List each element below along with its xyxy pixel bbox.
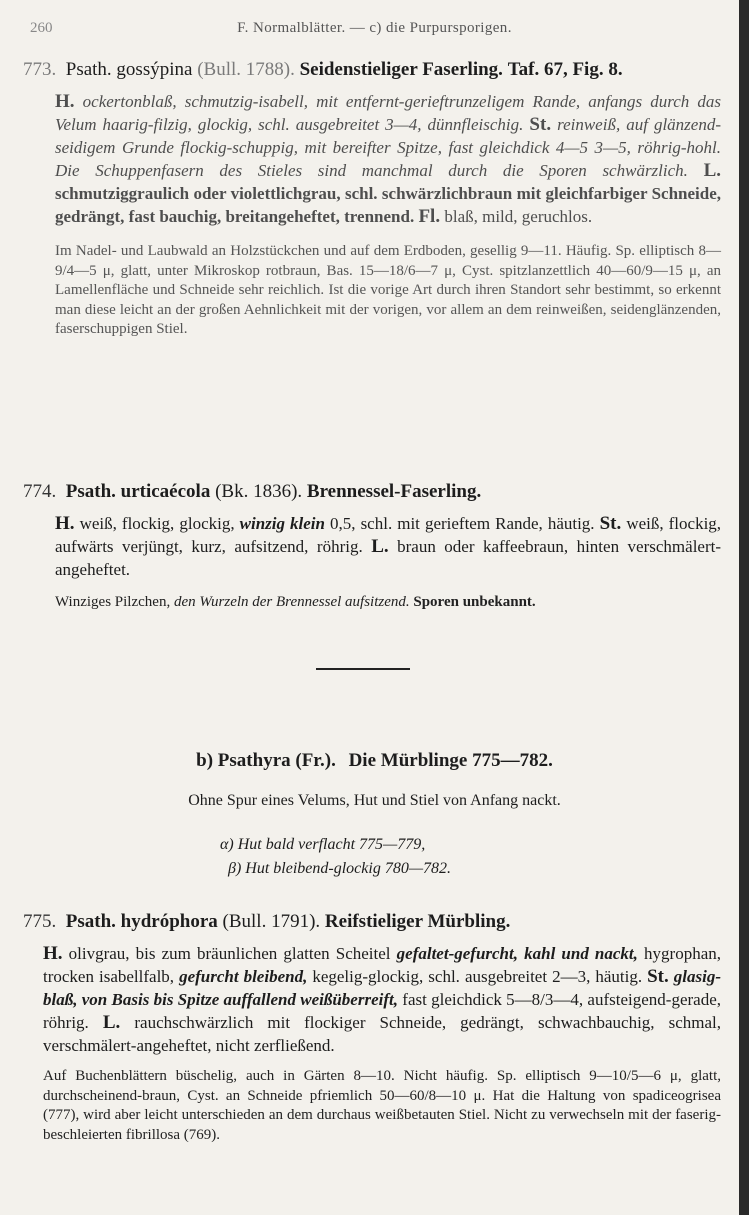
entry-775 xyxy=(23,910,722,1145)
section-divider xyxy=(316,668,410,670)
hut-emphasis: gefaltet-gefurcht, kahl und nackt, xyxy=(396,944,638,963)
fleisch-description: blaß, mild, geruchlos. xyxy=(444,207,593,226)
species-name: Psath. urticaécola xyxy=(65,481,211,502)
hut-description-cont: kegelig-glockig, schl. ausgebreitet 2—3, häutig. xyxy=(312,967,643,986)
hut-description: ockertonblaß, schmutzig-isabell, mit entfernt-gerieftrunzeligem Rande, anfangs durch das Velum haarig-filzig, glockig, schl. ausgebreitet 3—4, dünnfleischig. xyxy=(55,92,721,134)
entry-775-description xyxy=(43,942,721,1057)
label-stiel: St. xyxy=(599,513,622,534)
note-spores: Sporen unbekannt. xyxy=(413,594,536,610)
entry-number: 774. xyxy=(23,481,57,502)
hut-emphasis: winzig klein xyxy=(239,514,325,533)
label-hut: H. xyxy=(55,513,75,534)
entry-774-description xyxy=(55,512,721,581)
stiel-emphasis: glasig-blaß, von Basis bis Spitze auffallend weißüberreift, xyxy=(43,967,722,1009)
running-head: F. Normalblätter. — c) die Purpursporigen. xyxy=(237,20,512,36)
entry-773-note: Im Nadel- und Laubwald an Holzstückchen und auf dem Erdboden, gesellig 9—11. Häufig. Sp. elliptisch 8—9/4—5 μ, glatt, unter Mikroskop rotbraun, Bas. 15—18/6—7 μ, Cyst. spitzlanzettlich 40—60/9—15 μ, an Lamellenfläche und Schneide sehr reichlich. Ist die vorige Art durch ihren Standort sehr bestimmt, so erkennt man diese leicht an der großen Aehnlichkeit mit der vorigen, vor allem an dem reinweißen, seidenglänzenden, faserschuppigen Stiel. xyxy=(55,243,721,337)
section-b-heading xyxy=(0,750,749,772)
common-name: Brennessel-Faserling. xyxy=(306,481,482,502)
entry-773 xyxy=(23,58,722,340)
entry-775-title xyxy=(23,910,721,934)
label-stiel: St. xyxy=(647,966,669,987)
hut-description: olivgrau, bis zum bräunlichen glatten Scheitel xyxy=(68,944,391,963)
entry-774-note xyxy=(55,593,721,613)
hut-emphasis-2: gefurcht bleibend, xyxy=(179,967,308,986)
stiel-description: reinweiß, auf glänzend-seidigem Grunde flockig-schuppig, mit bereifter Spitze, fast gleichdick 4—5 3—5, röhrig-hohl. Die Schuppenfasern des Stieles sind manchmal durch die Sporen schwärzlich. xyxy=(55,115,721,180)
section-b-subtitle: Ohne Spur eines Velums, Hut und Stiel von Anfang nackt. xyxy=(188,792,561,809)
key-alpha: α) Hut bald verflacht 775—779, xyxy=(220,836,426,853)
page-header xyxy=(30,20,719,44)
section-title: b) Psathyra (Fr.). xyxy=(196,750,336,771)
entry-774 xyxy=(23,480,722,613)
species-author: (Bull. 1791). xyxy=(222,911,321,932)
species-name: Psath. gossýpina xyxy=(65,59,193,80)
entry-773-title xyxy=(23,58,721,82)
species-author: (Bk. 1836). xyxy=(215,481,303,502)
label-fleisch: Fl. xyxy=(418,206,441,227)
note-text: Winziges Pilzchen, xyxy=(55,594,171,610)
page-number: 260 xyxy=(30,20,53,36)
hut-description-mid: hygrophan, trocken isabellfalb, xyxy=(43,944,722,986)
label-lamellen: L. xyxy=(102,1012,121,1033)
plate-reference: Taf. 67, Fig. 8. xyxy=(507,59,623,80)
stiel-description: fast gleichdick 5—8/3—4, aufsteigend-gerade, röhrig. xyxy=(43,990,722,1032)
entry-number: 775. xyxy=(23,911,57,932)
lamellen-description: schmutziggraulich oder violettlichgrau, schl. schwärzlichbraun mit gleichfarbiger Schneide, gedrängt, fast bauchig, breitangeheftet, trennend. xyxy=(55,184,721,226)
entry-number: 773. xyxy=(23,59,57,80)
label-hut: H. xyxy=(55,91,75,112)
scan-edge xyxy=(739,0,749,1215)
key-beta: β) Hut bleibend-glockig 780—782. xyxy=(228,860,452,877)
entry-775-note: Auf Buchenblättern büschelig, auch in Gärten 8—10. Nicht häufig. Sp. elliptisch 9—10/5—6 μ, glatt, durchscheinend-braun, Cyst. an Schneide pfriemlich 50—60/8—10 μ. Hat die Haltung von spadiceogrisea (777), wird aber leicht unterschieden an dem durchaus weißbetauten Stiel. Nicht zu verwechseln mit der faserig-beschleierten fibrillosa (769). xyxy=(43,1068,721,1143)
label-lamellen: L. xyxy=(703,160,722,181)
label-hut: H. xyxy=(43,943,63,964)
hut-description-cont: 0,5, schl. mit gerieftem Rande, häutig. xyxy=(330,514,595,533)
lamellen-description: rauchschwärzlich mit flockiger Schneide, gedrängt, schwachbauchig, schmal, verschmälert-angeheftet, nicht zerfließend. xyxy=(43,1013,722,1055)
entry-774-title xyxy=(23,480,721,504)
hut-description: weiß, flockig, glockig, xyxy=(79,514,235,533)
label-stiel: St. xyxy=(529,114,552,135)
stiel-description: weiß, flockig, aufwärts verjüngt, kurz, aufsitzend, röhrig. xyxy=(55,514,722,556)
note-emphasis: den Wurzeln der Brennessel aufsitzend. xyxy=(173,594,410,610)
common-name: Reifstieliger Mürbling. xyxy=(324,911,511,932)
lamellen-description: braun oder kaffeebraun, hinten verschmälert-angeheftet. xyxy=(55,537,722,579)
species-name: Psath. hydróphora xyxy=(65,911,218,932)
common-name: Seidenstieliger Faserling. xyxy=(299,59,503,80)
species-author: (Bull. 1788). xyxy=(197,59,295,80)
label-lamellen: L. xyxy=(371,536,389,557)
entry-773-description xyxy=(55,90,721,228)
section-title-genus: Die Mürblinge 775—782. xyxy=(348,750,553,771)
